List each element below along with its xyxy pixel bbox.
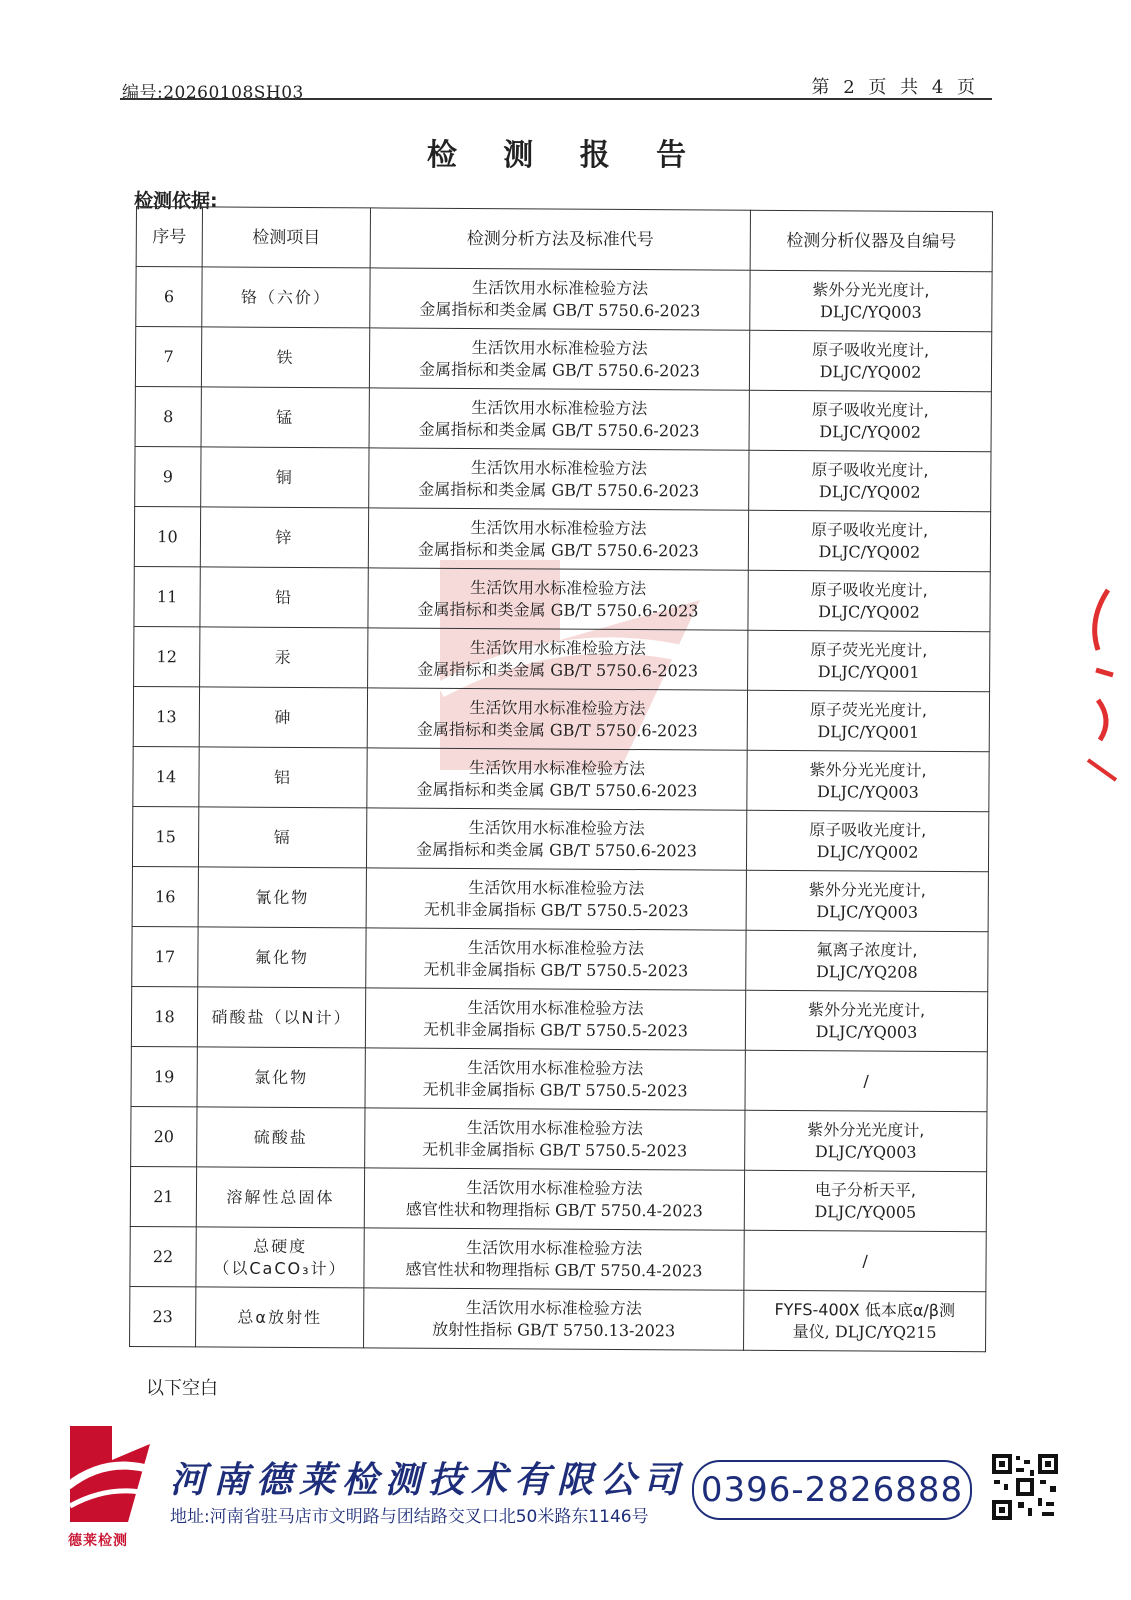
table-row xyxy=(130,1226,986,1291)
table-row xyxy=(136,267,992,332)
row-number: 10 xyxy=(157,526,178,546)
instrument-name: 原子吸收光度计, xyxy=(811,399,929,420)
test-item-cell xyxy=(201,387,369,448)
row-number-cell xyxy=(135,327,201,387)
col-header-no: 序号 xyxy=(136,207,202,267)
row-number-cell xyxy=(134,506,200,566)
table-row xyxy=(131,986,987,1051)
method-name: 生活饮用水标准检验方法 xyxy=(466,1237,643,1258)
test-item-cell xyxy=(199,687,367,748)
table-row xyxy=(135,386,991,451)
test-item-cell xyxy=(198,807,366,868)
instrument-name: 原子吸收光度计, xyxy=(810,519,929,540)
row-number: 14 xyxy=(155,766,177,786)
method-standard: 金属指标和类金属 GB/T 5750.6-2023 xyxy=(416,779,698,800)
test-basis-table xyxy=(129,206,993,1352)
row-number-cell xyxy=(130,1166,196,1226)
test-item: 溶解性总固体 xyxy=(226,1187,335,1207)
instrument-cell xyxy=(745,1050,987,1111)
method-cell xyxy=(364,1288,744,1350)
test-item: 硝酸盐（以N计） xyxy=(211,1006,352,1027)
table-row xyxy=(135,446,991,511)
instrument-id: DLJC/YQ003 xyxy=(814,1141,917,1162)
table-row xyxy=(132,926,988,991)
method-cell xyxy=(368,568,748,630)
report-number: 编号:20260108SH03 xyxy=(122,83,304,103)
row-number: 23 xyxy=(152,1306,173,1326)
row-number-cell xyxy=(133,686,199,746)
method-cell xyxy=(365,1048,745,1110)
method-name: 生活饮用水标准检验方法 xyxy=(465,1297,642,1318)
instrument-cell xyxy=(747,690,989,751)
method-standard: 金属指标和类金属 GB/T 5750.6-2023 xyxy=(418,479,700,500)
method-cell xyxy=(369,328,749,390)
row-number: 12 xyxy=(156,646,177,666)
instrument-cell xyxy=(749,390,991,451)
seal-stamp xyxy=(1068,580,1128,800)
instrument-id: DLJC/YQ003 xyxy=(817,781,919,802)
row-number: 9 xyxy=(162,466,174,486)
instrument-id: DLJC/YQ002 xyxy=(816,841,919,862)
row-number: 8 xyxy=(163,406,174,426)
instrument-cell xyxy=(749,450,991,511)
instrument-id: DLJC/YQ001 xyxy=(817,661,920,682)
table-row xyxy=(133,746,989,811)
test-item-cell xyxy=(197,987,365,1048)
test-item-cell xyxy=(200,567,368,628)
row-number: 13 xyxy=(156,706,177,726)
row-number-cell xyxy=(132,866,198,926)
instrument-name: 紫外分光光度计, xyxy=(808,879,926,900)
instrument-id: DLJC/YQ002 xyxy=(818,541,921,562)
row-number-cell xyxy=(132,926,198,986)
test-item: 总硬度 xyxy=(253,1236,308,1256)
test-item-note: （以CaCO₃计） xyxy=(213,1257,347,1278)
row-number: 16 xyxy=(155,886,176,906)
instrument-cell xyxy=(748,570,990,631)
method-name: 生活饮用水标准检验方法 xyxy=(469,697,646,718)
method-standard: 金属指标和类金属 GB/T 5750.6-2023 xyxy=(417,599,699,620)
instrument-cell xyxy=(747,750,989,811)
test-item: 镉 xyxy=(273,827,292,847)
method-name: 生活饮用水标准检验方法 xyxy=(470,517,647,538)
method-standard: 金属指标和类金属 GB/T 5750.6-2023 xyxy=(417,659,699,680)
basis-label: 检测依据: xyxy=(134,190,218,212)
instrument-name: FYFS-400X 低本底α/β测 xyxy=(774,1299,956,1320)
test-item: 铬（六价） xyxy=(240,287,332,307)
instrument-id: 量仪, DLJC/YQ215 xyxy=(792,1321,937,1342)
method-name: 生活饮用水标准检验方法 xyxy=(471,397,648,418)
row-number-cell xyxy=(135,386,201,446)
instrument-cell xyxy=(745,1110,987,1171)
method-standard: 无机非金属指标 GB/T 5750.5-2023 xyxy=(423,899,689,920)
page-indicator: 第 2 页 共 4 页 xyxy=(811,77,979,98)
phone-number: 0396-2826888 xyxy=(692,1460,972,1520)
instrument-id: DLJC/YQ003 xyxy=(816,901,919,922)
row-number-cell xyxy=(132,806,198,866)
row-number-cell xyxy=(131,1046,197,1106)
table-row xyxy=(130,1286,986,1351)
test-item: 铁 xyxy=(276,347,295,367)
method-name: 生活饮用水标准检验方法 xyxy=(467,937,645,958)
test-item: 汞 xyxy=(274,647,293,667)
blank-note: 以下空白 xyxy=(146,1378,218,1399)
instrument-name: 电子分析天平, xyxy=(814,1179,917,1200)
method-cell xyxy=(367,748,747,810)
instrument-name: 紫外分光光度计, xyxy=(807,1119,925,1140)
instrument-name: 原子吸收光度计, xyxy=(812,339,930,360)
instrument-cell xyxy=(746,930,988,991)
row-number-cell xyxy=(136,267,202,327)
test-item-cell xyxy=(196,1227,364,1288)
row-number-cell xyxy=(131,1106,197,1166)
instrument-id: DLJC/YQ002 xyxy=(818,481,921,502)
instrument-name: / xyxy=(862,1250,868,1270)
row-number: 7 xyxy=(163,346,174,366)
col-header-method: 检测分析方法及标准代号 xyxy=(370,208,750,270)
method-cell xyxy=(368,508,748,570)
method-name: 生活饮用水标准检验方法 xyxy=(471,337,648,358)
test-item: 氟化物 xyxy=(254,947,309,967)
table-header-row xyxy=(136,207,992,272)
instrument-name: 原子吸收光度计, xyxy=(811,459,929,480)
method-name: 生活饮用水标准检验方法 xyxy=(467,1057,644,1078)
table-row xyxy=(130,1166,986,1231)
row-number-cell xyxy=(134,626,200,686)
test-item-cell xyxy=(196,1167,364,1228)
row-number: 17 xyxy=(154,946,176,966)
row-number: 19 xyxy=(153,1066,175,1086)
instrument-cell xyxy=(750,270,992,331)
test-item: 总α放射性 xyxy=(237,1307,323,1327)
test-item-cell xyxy=(197,1047,365,1108)
row-number-cell xyxy=(130,1226,196,1286)
method-cell xyxy=(365,1108,745,1170)
test-item-cell xyxy=(200,507,368,568)
method-name: 生活饮用水标准检验方法 xyxy=(466,1117,643,1138)
instrument-name: 原子吸收光度计, xyxy=(809,819,927,840)
row-number: 11 xyxy=(156,586,178,606)
col-header-instrument: 检测分析仪器及自编号 xyxy=(750,210,992,271)
test-item: 氯化物 xyxy=(254,1067,309,1087)
test-item: 砷 xyxy=(274,707,293,727)
table-row xyxy=(132,806,988,871)
row-number: 21 xyxy=(153,1186,174,1206)
method-standard: 感官性状和物理指标 GB/T 5750.4-2023 xyxy=(405,1259,703,1280)
table-row xyxy=(134,506,990,571)
instrument-name: 氟离子浓度计, xyxy=(816,939,918,960)
row-number: 22 xyxy=(152,1246,174,1266)
instrument-id: DLJC/YQ003 xyxy=(815,1021,918,1042)
test-item: 铅 xyxy=(275,587,294,607)
row-number-cell xyxy=(130,1286,196,1346)
method-standard: 放射性指标 GB/T 5750.13-2023 xyxy=(432,1319,676,1340)
method-name: 生活饮用水标准检验方法 xyxy=(466,1177,643,1198)
table-row xyxy=(132,866,988,931)
test-item-cell xyxy=(196,1287,364,1348)
table-row xyxy=(131,1046,987,1111)
qr-code-icon xyxy=(990,1452,1060,1522)
method-cell xyxy=(368,628,748,690)
instrument-name: 原子荧光光度计, xyxy=(810,639,928,660)
company-name: 河南德莱检测技术有限公司 xyxy=(170,1460,687,1501)
test-item-cell xyxy=(198,867,366,928)
method-cell xyxy=(366,868,746,930)
method-standard: 金属指标和类金属 GB/T 5750.6-2023 xyxy=(416,839,698,860)
test-item-cell xyxy=(199,747,367,808)
report-title: 检 测 报 告 xyxy=(426,138,705,173)
instrument-name: 原子吸收光度计, xyxy=(810,579,928,600)
header-divider xyxy=(120,98,992,100)
method-cell xyxy=(369,448,749,510)
method-cell xyxy=(366,928,746,990)
instrument-cell xyxy=(746,810,988,871)
method-name: 生活饮用水标准检验方法 xyxy=(468,817,645,838)
row-number: 18 xyxy=(154,1006,175,1026)
company-logo xyxy=(66,1420,152,1530)
row-number-cell xyxy=(134,566,200,626)
instrument-cell xyxy=(748,630,990,691)
row-number-cell xyxy=(133,746,199,806)
test-item: 锰 xyxy=(276,407,295,427)
table-row xyxy=(131,1106,987,1171)
test-item-cell xyxy=(201,327,369,388)
instrument-cell xyxy=(748,510,990,571)
method-name: 生活饮用水标准检验方法 xyxy=(469,637,646,658)
row-number-cell xyxy=(131,986,197,1046)
row-number: 20 xyxy=(153,1126,175,1146)
method-name: 生活饮用水标准检验方法 xyxy=(469,757,646,778)
method-standard: 金属指标和类金属 GB/T 5750.6-2023 xyxy=(418,419,700,440)
method-cell xyxy=(370,268,750,330)
method-standard: 无机非金属指标 GB/T 5750.5-2023 xyxy=(422,1019,688,1040)
test-item: 硫酸盐 xyxy=(253,1127,308,1147)
instrument-id: DLJC/YQ002 xyxy=(819,361,922,382)
test-item: 氰化物 xyxy=(255,887,310,907)
method-cell xyxy=(365,988,745,1050)
instrument-name: / xyxy=(863,1070,869,1090)
test-item-cell xyxy=(202,267,370,328)
instrument-cell xyxy=(746,870,988,931)
method-name: 生活饮用水标准检验方法 xyxy=(467,997,644,1018)
instrument-id: DLJC/YQ003 xyxy=(819,301,922,322)
method-name: 生活饮用水标准检验方法 xyxy=(470,457,647,478)
test-item: 锌 xyxy=(275,527,294,547)
method-standard: 无机非金属指标 GB/T 5750.5-2023 xyxy=(422,1139,688,1160)
table-row xyxy=(134,566,990,631)
instrument-name: 紫外分光光度计, xyxy=(812,279,930,300)
table-row xyxy=(133,686,989,751)
test-item-cell xyxy=(198,927,366,988)
row-number: 15 xyxy=(155,826,176,846)
instrument-id: DLJC/YQ002 xyxy=(819,421,922,442)
instrument-id: DLJC/YQ001 xyxy=(817,721,920,742)
method-cell xyxy=(369,388,749,450)
method-standard: 感官性状和物理指标 GB/T 5750.4-2023 xyxy=(405,1199,703,1220)
test-item: 铜 xyxy=(275,467,294,487)
instrument-name: 紫外分光光度计, xyxy=(808,999,926,1020)
company-address: 地址:河南省驻马店市文明路与团结路交叉口北50米路东1146号 xyxy=(170,1507,649,1527)
instrument-cell xyxy=(744,1170,986,1231)
test-item-cell xyxy=(200,627,368,688)
method-cell xyxy=(364,1168,744,1230)
method-standard: 金属指标和类金属 GB/T 5750.6-2023 xyxy=(419,359,701,380)
instrument-id: DLJC/YQ208 xyxy=(815,961,918,982)
row-number-cell xyxy=(135,446,201,506)
method-name: 生活饮用水标准检验方法 xyxy=(470,577,647,598)
table-row xyxy=(135,327,991,392)
col-header-item: 检测项目 xyxy=(202,207,370,268)
instrument-cell xyxy=(749,330,991,391)
method-cell xyxy=(364,1228,744,1290)
method-name: 生活饮用水标准检验方法 xyxy=(468,877,645,898)
method-cell xyxy=(367,688,747,750)
method-cell xyxy=(366,808,746,870)
method-standard: 金属指标和类金属 GB/T 5750.6-2023 xyxy=(416,719,698,740)
test-item-cell xyxy=(201,447,369,508)
method-name: 生活饮用水标准检验方法 xyxy=(471,277,649,298)
instrument-id: DLJC/YQ005 xyxy=(814,1201,917,1222)
table-row xyxy=(134,626,990,691)
method-standard: 无机非金属指标 GB/T 5750.5-2023 xyxy=(423,959,689,980)
instrument-cell xyxy=(744,1230,986,1291)
method-standard: 金属指标和类金属 GB/T 5750.6-2023 xyxy=(417,539,699,560)
method-standard: 金属指标和类金属 GB/T 5750.6-2023 xyxy=(419,299,701,320)
test-item-cell xyxy=(197,1107,365,1168)
instrument-cell xyxy=(744,1290,986,1351)
test-item: 铝 xyxy=(273,767,293,787)
instrument-id: DLJC/YQ002 xyxy=(818,601,920,622)
instrument-name: 紫外分光光度计, xyxy=(809,759,927,780)
logo-caption: 德莱检测 xyxy=(68,1533,128,1549)
instrument-cell xyxy=(745,990,987,1051)
method-standard: 无机非金属指标 GB/T 5750.5-2023 xyxy=(422,1079,688,1100)
instrument-name: 原子荧光光度计, xyxy=(809,699,928,720)
row-number: 6 xyxy=(163,286,175,306)
